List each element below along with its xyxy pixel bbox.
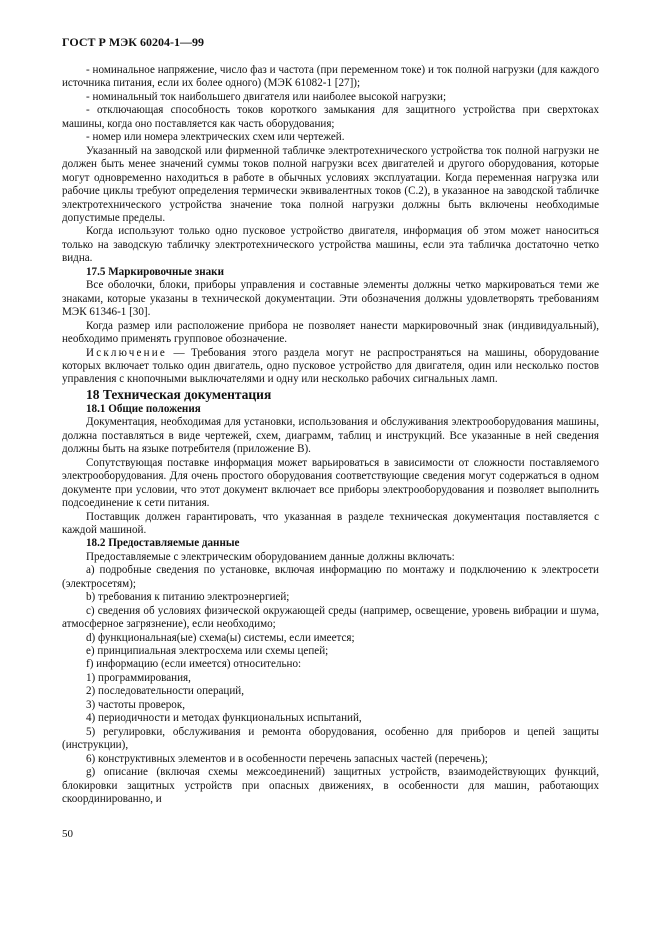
subsection-heading-17-5: 17.5 Маркировочные знаки [86,265,224,278]
list-item: 3) частоты проверок, [86,698,186,711]
list-item: g) описание (включая схемы межсоединений) защитных устройств, взаимодействующих функций, блокировки защитных устройств при опасных движениях, в особенности для машин, работающих скоординированно, и [62,766,599,806]
list-item: d) функциональная(ые) схема(ы) системы, если имеется; [86,631,355,644]
exception-note [62,347,599,387]
paragraph: Сопутствующая поставке информация может варьироваться в зависимости от сложности поставляемого электрооборудования. Для очень простого оборудования соответствующие сведения могут содержаться в одном документе при условии, что этот документ включает все приборы электрооборудования и позволяет выполнить подсоединение к сети питания. [62,456,599,510]
list-item: 1) программирования, [86,671,191,684]
paragraph: Документация, необходимая для установки, использования и обслуживания электрооборудования машины, должна поставляться в виде чертежей, схем, диаграмм, таблиц и инструкций. Все указанные в ней сведения должны быть на языке потребителя (приложение В). [62,416,599,456]
paragraph: - номинальный ток наибольшего двигателя или наиболее высокой нагрузки; [86,90,447,103]
list-item: 2) последовательности операций, [86,685,245,698]
list-item: f) информацию (если имеется) относительно: [86,658,302,671]
list-item: c) сведения об условиях физической окружающей среды (например, освещение, уровень вибрации и шума, атмосферное загрязнение), если необходимо; [62,604,599,631]
paragraph: Все оболочки, блоки, приборы управления и составные элементы должны четко маркироваться теми же знаками, которые указаны в технической документации. Эти обозначения должны удовлетворять требованиям МЭК 61346-1 [30]. [62,279,599,319]
list-item: e) принципиальная электросхема или схемы цепей; [86,645,329,658]
paragraph: Когда используют только одно пусковое устройство двигателя, информация об этом может наноситься только на заводскую табличку электротехнического устройства машины, если эта табличка достаточно четко видна. [62,225,599,265]
paragraph: - отключающая способность токов короткого замыкания для защитного устройства при сверхтоках машины, когда оно поставляется как часть оборудования; [62,104,599,130]
list-item: a) подробные сведения по установке, включая информацию по монтажу и подключению к электросети (электросетям); [62,564,599,590]
list-item: b) требования к питанию электроэнергией; [86,591,290,604]
list-item: 6) конструктивных элементов и в особенности перечень запасных частей (перечень); [86,752,488,765]
paragraph: - номинальное напряжение, число фаз и частота (при переменном токе) и ток полной нагрузки (для каждого источника питания, если их более одного) (МЭК 61082-1 [27]); [62,64,599,90]
subsection-heading-18-2: 18.2 Предоставляемые данные [86,537,240,550]
paragraph: - номер или номера электрических схем или чертежей. [86,131,345,144]
paragraph: Указанный на заводской или фирменной табличке электротехнического устройства ток полной нагрузки не должен быть менее значений суммы токов полной нагрузки всех двигателей и другого оборудования, которые могут одновременно находиться в работе в обычных условиях эксплуатации. Когда переменная нагрузка или рабочие циклы требуют определения термически эквивалентных токов (С.2), в указанное на заводской табличке электротехнического устройства значение тока полной нагрузки должны быть включены необходимые допустимые пределы. [62,144,599,224]
list-item: 5) регулировки, обслуживания и ремонта оборудования, особенно для приборов и цепей защиты (инструкции), [62,725,599,752]
paragraph: Когда размер или расположение прибора не позволяет нанести маркировочный знак (индивидуальный), необходимо применять групповое обозначение. [62,319,599,346]
paragraph: Поставщик должен гарантировать, что указанная в разделе техническая документация поставляется с каждой машиной. [62,510,599,536]
section-heading-18: 18 Техническая документация [86,386,272,402]
page-number: 50 [62,828,73,840]
paragraph: Предоставляемые с электрическим оборудованием данные должны включать: [86,550,455,563]
list-item: 4) периодичности и методах функциональных испытаний, [86,712,362,725]
exception-label: Исключение [86,346,168,359]
exception-text: — Требования этого раздела могут не распространяться на машины, оборудование которых включает только один двигатель, одно пусковое устройство для двигателя, один или несколько постов управления с кнопочными выключателями и одну или несколько рабочих сигнальных ламп. [62,346,599,386]
document-header: ГОСТ Р МЭК 60204-1—99 [62,35,204,49]
subsection-heading-18-1: 18.1 Общие положения [86,402,201,415]
document-body [62,64,599,806]
